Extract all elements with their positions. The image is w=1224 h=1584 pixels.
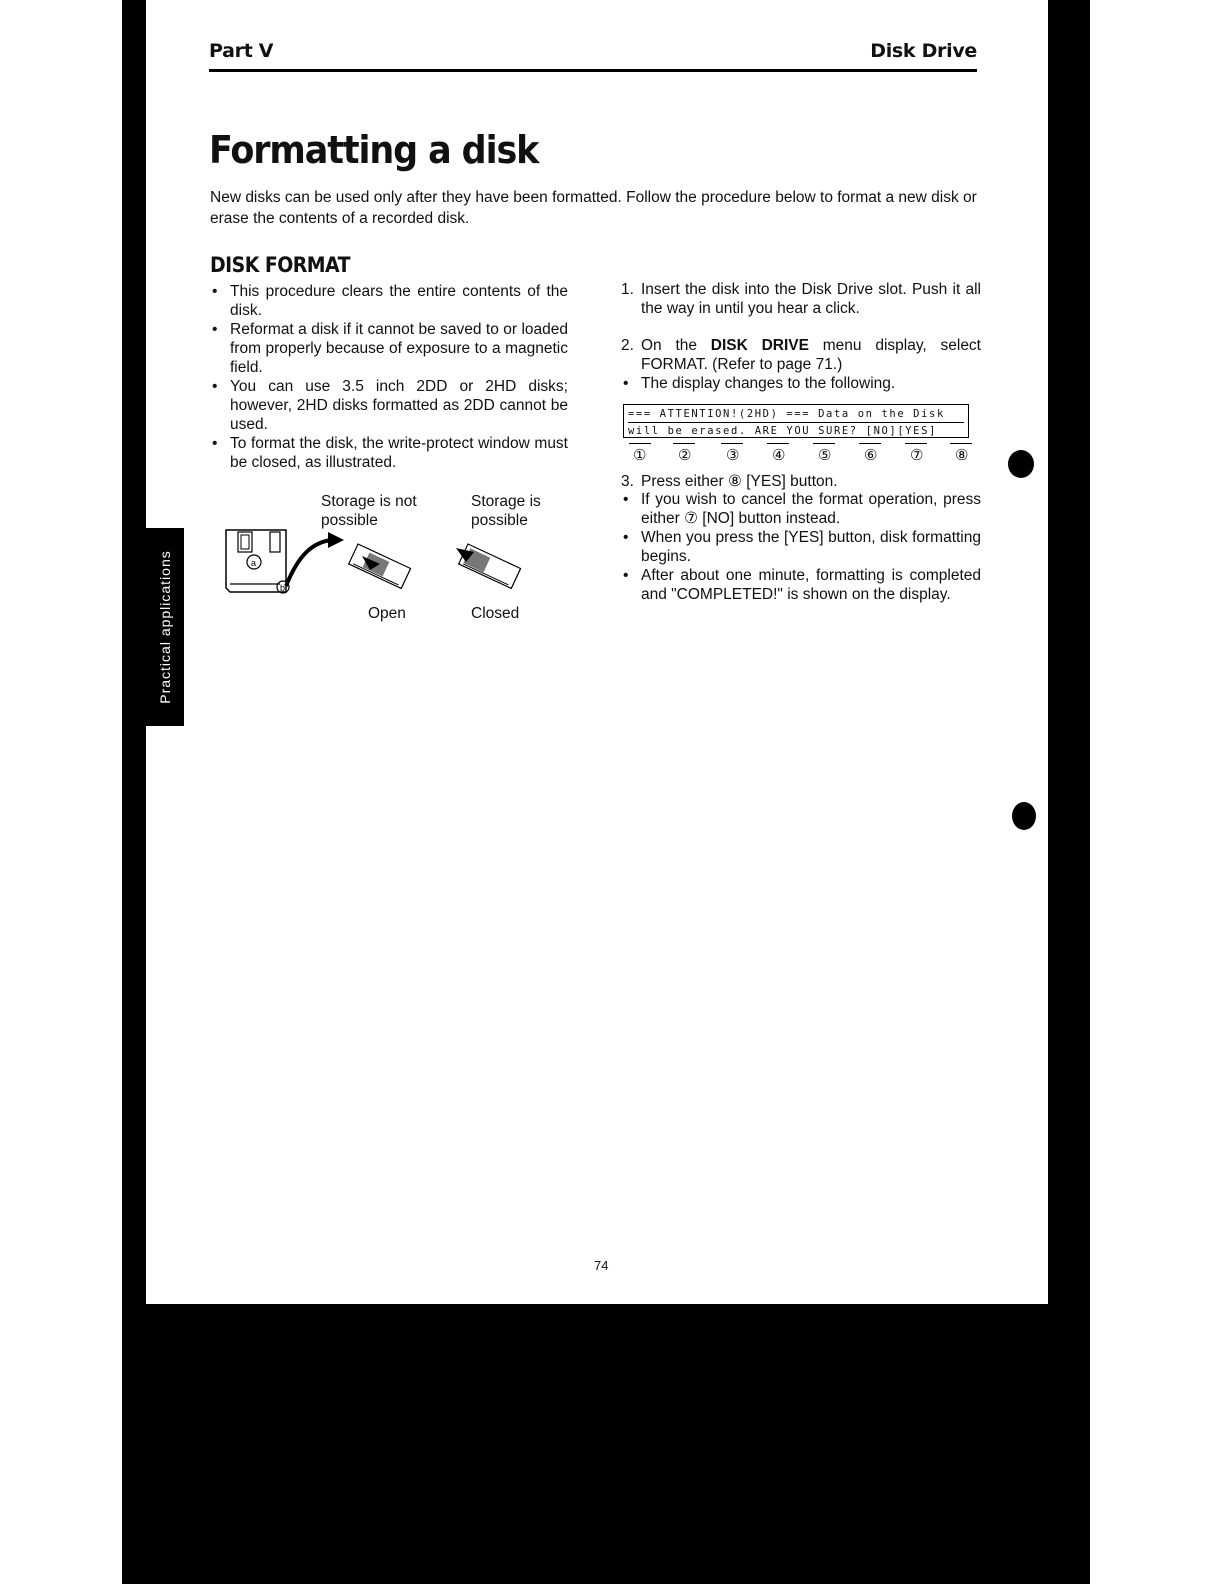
button-number: ① [633, 447, 647, 464]
header-rule [209, 69, 977, 72]
button-number: ③ [726, 447, 740, 464]
step-text-post: menu display, select FORMAT. (Refer to page 71.) [641, 337, 981, 373]
list-item: • To format the disk, the write-protect window must be closed, as illustrated. [210, 434, 568, 472]
lcd-line-2: will be erased. ARE YOU SURE? [NO][YES] [628, 425, 937, 437]
button-number: ⑥ [864, 447, 878, 464]
button-underline [767, 443, 789, 444]
list-item: • Reformat a disk if it cannot be saved to or loaded from properly because of exposure to a magnetic field. [210, 320, 568, 377]
button-underline [629, 443, 651, 444]
button-number: ⑦ [910, 447, 924, 464]
bullet-dot: • [623, 567, 629, 584]
document-page [146, 0, 1048, 1304]
step-3-bullet-cancel [621, 490, 981, 528]
lcd-line-1: === ATTENTION!(2HD) === Data on the Disk [628, 406, 964, 423]
label-storage-possible: Storage is possible [471, 493, 541, 529]
bullet-text: The display changes to the following. [641, 375, 896, 392]
button-underline [721, 443, 743, 444]
button-number: ⑧ [955, 447, 969, 464]
step-3 [621, 472, 981, 491]
button-underline [950, 443, 972, 444]
bullet-text: When you press the [YES] button, disk formatting begins. [641, 529, 981, 565]
scan-border-bottom [122, 1304, 1090, 1584]
lcd-display [623, 404, 969, 438]
header-part: Part V [209, 40, 274, 62]
button-underline [859, 443, 881, 444]
button-number: ② [678, 447, 692, 464]
step-3-bullet-begin [621, 528, 981, 566]
bullet-text: If you wish to cancel the format operation, press either ⑦ [NO] button instead. [641, 491, 981, 527]
button-underline [813, 443, 835, 444]
format-notes-list [210, 282, 568, 472]
button-underline [905, 443, 927, 444]
label-storage-not-possible: Storage is not possible [321, 493, 417, 529]
list-item: • This procedure clears the entire contents of the disk. [210, 282, 568, 320]
bullet-dot: • [623, 529, 629, 546]
step-number: 2. [621, 337, 634, 354]
step-text: Insert the disk into the Disk Drive slot. Push it all the way in until you hear a click. [641, 281, 981, 317]
menu-name: DISK DRIVE [710, 337, 809, 354]
page-number: 74 [594, 1258, 609, 1273]
step-number: 1. [621, 281, 634, 298]
section-heading: DISK FORMAT [210, 253, 351, 277]
step-1 [621, 280, 981, 318]
bullet-dot: • [623, 491, 629, 508]
punch-hole [1008, 450, 1034, 478]
list-item: • You can use 3.5 inch 2DD or 2HD disks; however, 2HD disks formatted as 2DD cannot be used. [210, 377, 568, 434]
step-2-bullet [621, 374, 981, 393]
bullet-text: After about one minute, formatting is completed and "COMPLETED!" is shown on the display. [641, 567, 981, 603]
side-tab-label: Practical applications [157, 550, 173, 704]
page-title: Formatting a disk [209, 128, 539, 172]
step-text: Press either ⑧ [YES] button. [641, 473, 838, 490]
step-number: 3. [621, 473, 634, 490]
floppy-disk-illustration [220, 526, 540, 604]
button-number: ④ [772, 447, 786, 464]
punch-hole [1012, 802, 1036, 830]
callout-b: b [280, 583, 286, 593]
header-section: Disk Drive [870, 40, 977, 62]
side-tab [146, 528, 184, 726]
button-number: ⑤ [818, 447, 832, 464]
step-text-pre: On the [641, 337, 711, 354]
button-underline [673, 443, 695, 444]
intro-paragraph: New disks can be used only after they have been formatted. Follow the procedure below to format a new disk or erase the contents of a recorded disk. [210, 189, 977, 227]
bullet-dot: • [623, 375, 629, 392]
step-3-bullet-complete [621, 566, 981, 604]
label-closed: Closed [471, 605, 520, 622]
callout-a: a [251, 558, 257, 568]
step-2 [621, 336, 981, 374]
step-text [641, 336, 981, 374]
label-open: Open [368, 605, 406, 622]
